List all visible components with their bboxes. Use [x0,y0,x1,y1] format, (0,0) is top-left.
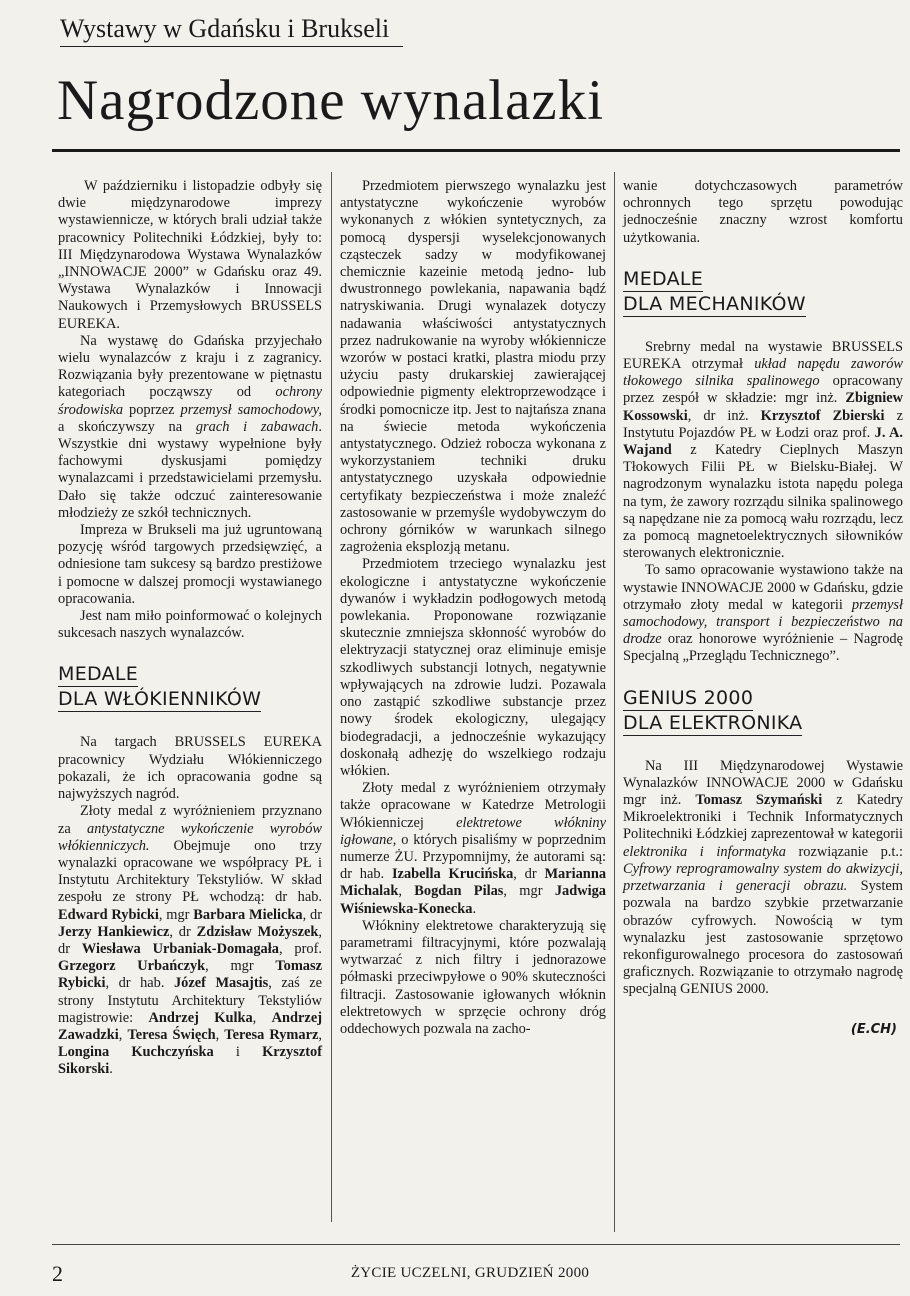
column-divider [331,172,332,1222]
column-divider [614,172,615,1232]
column-1 [58,178,322,1079]
paragraph: Przedmiotem pierwszego wynalazku jest antystatyczne wykończenie wyrobów wykonanych z włókien syntetycznych, za pomocą dyspersji wyselekcjonowanych cząsteczek sadzy w modyfikowanej chemicznie kazeinie metodą jedno- lub dwustronnego powlekania, napawania bądź natryskiwania. Drugi wynalazek dotyczy nadawania właściwości antystatycznych przez nadrukowanie na wyroby włókiennicze wzorów w postaci kratki, plastra miodu przy użyciu pasty drukarskiej zawierającej odpowiednie pigmenty elektroprzewodzące i środki pomocnicze itp. Jest to najtańsza znana na świecie metoda wykończenia antystatycznego. Odzież robocza wykonana z wykorzystaniem techniki druku antystatycznego uzyskała odpowiednie certyfikaty bezpieczeństwa i może znaleźć zastosowanie w przemyśle wydobywczym do ochrony górników w warunkach silnego zagrożenia eksplozją metanu. [340,178,606,556]
author-signature: (E.CH) [850,1021,897,1037]
paragraph: Srebrny medal na wystawie BRUSSELS EUREKA otrzymał układ napędu zaworów tłokowego silnika spalinowego opracowany przez zespół w składzie: mgr inż. Zbigniew Kossowski, dr inż. Krzysztof Zbierski z Instytutu Pojazdów PŁ w Łodzi oraz prof. J. A. Wajand z Katedry Cieplnych Maszyn Tłokowych Filii PŁ w Bielsku-Białej. W nagrodzonym wynalazku istota napędu polega na tym, że zawory rozrządu silnika spalinowego są napędzane nie za pomocą wału rozrządu, lecz za pomocą magnetoelektrycznych siłowników sterowanych elektronicznie. [623,338,904,562]
headline-rule [52,149,900,152]
column-3 [623,178,903,1038]
paragraph: Złoty medal z wyróżnieniem przyznano za antystatyczne wykończenie wyrobów włókienniczych. Obejmuje ono trzy wynalazki opracowane we współpracy PŁ i Instytutu Architektury Tekstyliów. W skład zespołu ze strony PŁ wchodzą: dr hab. Edward Rybicki, mgr Barbara Mielicka, dr Jerzy Hankiewicz, dr Zdzisław Możyszek, dr Wiesława Urbaniak-Domagała, prof. Grzegorz Urbańczyk, mgr Tomasz Rybicki, dr hab. Józef Masajtis, zaś ze strony Instytutu Architektury Tekstyliów magistrowie: Andrzej Kulka, Andrzej Zawadzki, Teresa Święch, Teresa Rymarz, Longina Kuchczyńska i Krzysztof Sikorski. [58,803,322,1078]
section-heading: GENIUS 2000 DLA ELEKTRONIKA [623,686,803,734]
paragraph: W październiku i listopadzie odbyły się dwie międzynarodowe imprezy wystawiennicze, w których brali udział także pracownicy Politechniki Łódzkiej, były to: III Międzynarodowa Wystawa Wynalazków „INNOWACJE 2000” w Gdańsku oraz 49. Wystawa Wynalazków i Innowacji Naukowych i Przemysłowych BRUSSELS EUREKA. [58,178,322,332]
article-headline: Nagrodzone wynalazki [57,69,605,132]
paragraph: Przedmiotem trzeciego wynalazku jest ekologiczne i antystatyczne wykończenie dywanów i wykładzin podłogowych metodą powlekania. Proponowane rozwiązanie skutecznie zmniejsza skłonność wyrobów do elektryzacji statycznej oraz eliminuje emisje szkodliwych substancji lotnych, negatywnie wpływających na zdrowie ludzi. Pozawala ono zastąpić szkodliwe substancje przez nowy środek ekologiczny, ulegający biodegradacji, a jednocześnie wykazujący doskonałą adhezję do wszelkiego rodzaju włókien. [340,556,606,779]
paragraph: Impreza w Brukseli ma już ugruntowaną pozycję wśród targowych przedsięwzięć, a odniesione tam sukcesy są bardzo prestiżowe i pomocne w dalszej promocji wystawianego opracowania. [58,522,322,607]
footer-rule [52,1244,900,1245]
paragraph: wanie dotychczasowych parametrów ochronnych tego sprzętu powodując jednocześnie znaczny wzrost komfortu użytkowania. [623,178,903,246]
paragraph: Złoty medal z wyróżnieniem otrzymały także opracowane w Katedrze Metrologii Włókienniczej elektretowe włókniny igłowane, o których pisaliśmy w poprzednim numerze ŻU. Przypomnijmy, że autorami są: dr hab. Izabella Krucińska, dr Marianna Michalak, Bogdan Pilas, mgr Jadwiga Wiśniewska-Konecka. [340,780,607,917]
kicker-title: Wystawy w Gdańsku i Brukseli [60,12,403,47]
section-heading: MEDALE DLA WŁÓKIENNIKÓW [58,663,262,711]
paragraph: Jest nam miło poinformować o kolejnych sukcesach naszych wynalazców. [58,608,322,642]
paragraph: To samo opracowanie wystawiono także na wystawie INNOWACJE 2000 w Gdańsku, gdzie otrzymało złoty medal w kategorii przemysł samochodowy, transport i bezpieczeństwo na drodze oraz honorowe wyróżnienie – Nagrodę Specjalną „Przeglądu Technicznego”. [623,562,903,665]
paragraph: Na targach BRUSSELS EUREKA pracownicy Wydziału Włókienniczego pokazali, że ich opracowania godne są najwyższych nagród. [58,734,322,803]
paragraph: Na wystawę do Gdańska przyjechało wielu wynalazców z kraju i z zagranicy. Rozwiązania były prezentowane w piętnastu kategoriach począwszy od ochrony środowiska poprzez przemysł samochodowy, a skończywszy na grach i zabawach. Wszystkie dni wystawy wypełnione były fachowymi dyskusjami pomiędzy wynalazcami i przedstawicielami przemysłu. Dało się także odczuć zainteresowanie młodzieży ze szkół technicznych. [58,332,322,521]
paragraph: Włókniny elektretowe charakteryzują się parametrami filtracyjnymi, które pozwalają wytwarzać z nich filtry i jednorazowe półmaski przeciwpyłowe o 90% skuteczności filtracji. Zastosowanie igłowanych włóknin elektretowych w sprzęcie ochrony dróg oddechowych pozwala na zacho- [340,917,606,1037]
paragraph: Na III Międzynarodowej Wystawie Wynalazków INNOWACJE 2000 w Gdańsku mgr inż. Tomasz Szymański z Katedry Mikroelektroniki i Technik Informatycznych Politechniki Łódzkiej zaprezentował w kategorii elektronika i informatyka rozwiązanie p.t.: Cyfrowy reprogramowalny system do akwizycji, przetwarzania i generacji obrazu. System pozwala na bardzo szybkie przetwarzanie obrazów cyfrowych. Nowością w tym wynalazku jest zastosowanie sprzętowo rekonfigurowalnego procesora do zastosowań graficznych. Rozwiązanie to otrzymało nagrodę specjalną GENIUS 2000. [623,757,903,998]
publication-footer: ŻYCIE UCZELNI, GRUDZIEŃ 2000 [350,1265,590,1281]
section-heading: MEDALE DLA MECHANIKÓW [623,267,806,315]
column-2 [340,178,606,1038]
page-number: 2 [52,1261,63,1286]
